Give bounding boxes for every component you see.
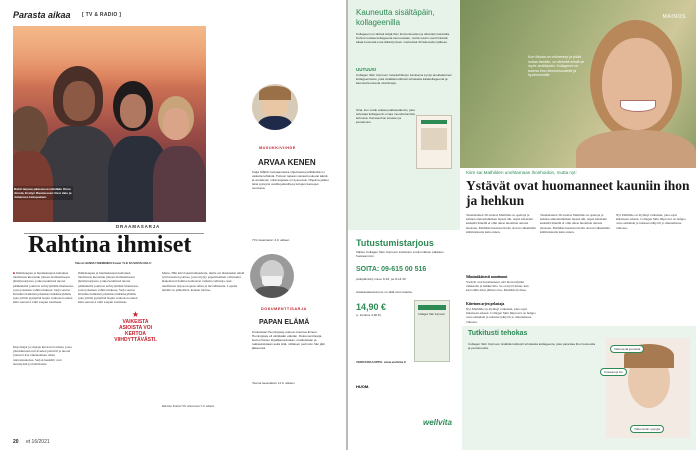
- drama-label: DRAAMASARJA: [116, 224, 161, 229]
- info-box-title: Kauneutta sisältäpäin, kollageenilla: [356, 8, 435, 27]
- info-box-text2: Sinä, kun voide auttaa pakkaselämän, joka tehostaa kollageenin omaa muodostumista kehossa. Kasvaa ihon kosteus ja joustavuus.: [356, 108, 415, 124]
- news-label: UUTUUS!: [356, 67, 377, 72]
- brand-logo: wellvita: [423, 418, 452, 427]
- ad-body-1: Tanskalainen 39-vuotias Mathilde on opettaja ja kahden alakouluikäisen lapsen äiti. Arjen kiireiden keskellä hänellä ei ollut aikaa huolehtia omasta ihostaan. Mathilde huomasi iholla olevan vähemmän kimmoisuutta kuin ennen.: [466, 213, 536, 234]
- woman-photo: [460, 0, 696, 168]
- ad-body-2: Ystävät ovat huomanneet, että ihoni näyttää raikkaalta ja hehkuvalta. Se on hyvä tunne, kun kasvoihin tulee jälleen eloa, Mathilde iloitsee.: [466, 280, 529, 293]
- news-text: Collagen Skin Improver tuotekehittelyn tuloksena syntyi ainutlaatuinen kollageenituote, joka sisältää tutkitusti tehokasta kalakollageenia ja kauneutta tukevia vitamiineja.: [356, 73, 452, 85]
- offer-text: Valitse Collagen Skin Improver kokeiluun ensimmäinen pakkaus huokeammin.: [356, 250, 444, 258]
- price-note: (+ toimitus 4,90 €): [356, 313, 381, 317]
- magazine-issue: et 16/2021: [26, 439, 50, 445]
- service-hours: (arkipäivisin) ma-to 8-16, pe 8-14.30: [356, 277, 406, 281]
- ad-kicker: Kiire sai Mathilden unohtamaan ihonhoidon, mutta nyt:: [466, 170, 577, 175]
- info-box-text: Kollageeni on tärkeä tekijä ihon kimmoisuuden ja ulkonäön kannalta. Kehosi tuottaa kollageenia luonnostaan, mutta suurin osa ihmisistä alkaa huomata eroa ikääntymisen merkeissä 30 ikävuoden jälkeen.: [356, 32, 450, 44]
- research-title: Tutkitusti tehokas: [468, 330, 528, 337]
- ad-tag: MAINOS: [662, 14, 686, 20]
- ad-body-col3: Nyt Mathilde on löytänyt ratkaisun, joka sopii kiireiseen arkeen. Collagen Skin Improver on helppo ottaa aamuisin ja tulokset näkyvät jo muutamassa viikossa.: [616, 213, 686, 230]
- doc-title: PAPAN ELÄMÄ: [259, 319, 310, 326]
- article-title: Rahtina ihmiset: [28, 232, 192, 258]
- ad-body-3: Nyt Mathilde on löytänyt ratkaisun, joka sopii kiireiseen arkeen. Collagen Skin Improver on helppo ottaa aamuisin ja tulokset näkyvät jo muutamassa viikossa.: [466, 307, 536, 323]
- order-info: Asiakaspalvelumme on tällä sivun kautta.: [356, 290, 413, 294]
- pull-quote-text: VAIKEISTA ASIOISTA VOI KERTOA VIIHDYTTÄVÄSTI.: [114, 319, 157, 343]
- product-box-image: [416, 115, 452, 169]
- price: 14,90 €: [356, 302, 387, 312]
- star-icon: ★: [131, 310, 140, 319]
- research-text: Collagen Skin Improver sisältää tutkitusti tehokasta kollageenia, joka parantaa ihon kosteutta ja joustavuutta.: [468, 342, 596, 350]
- guests-title: ARVAA KENEN: [258, 158, 316, 167]
- left-page: [0, 0, 346, 450]
- order-phone[interactable]: SOITA: 09-615 00 516: [356, 266, 427, 273]
- product-box-image-2: [414, 300, 450, 362]
- offer-title: Tutustumistarjous: [356, 238, 434, 248]
- doc-label: DOKUMENTTISARJA: [261, 307, 307, 311]
- article-column-1: ■ Ihmiskaupan ja huumekaupan kaltainen rikollisuus kietoutuu yhteen dramaattisessa jännityssarjassa, jonka keskiössä nuoret päähenkilöt joutuvat selviytymään tilanteessa, jossa jokainen valinta maksaa. Sarja seuraa Kristiina Kiikalan johtamaa tutkintaryhmää, joka yrittää pysäyttää laajan verkoston ennen kuin seuraava rahti saapuu satamaan.: [13, 271, 74, 305]
- guests-airing: TV1 lauantaisin 4.9. alkaen.: [252, 238, 291, 242]
- ad-subheading-2: Kiireinen arjen pelastaja: [466, 302, 505, 306]
- section-category: [ TV & RADIO ]: [82, 12, 122, 18]
- doc-airing: Teema lauantaisin 11.9. alkaen.: [252, 381, 296, 385]
- article-column-3: Maria, Hän kävi lapsettomuudesta, mutta sai tilaisuuden tehdä työtä nuorten parissa, jossa löytyy paperittomien vahvuudet. Rakentavat hahmot kohtaavat vaikeita valintoja, kun rikollisuus tarjoaa nopeaa rahaa ja turvallisuutta. Lopulta heidän on päätettävä, keneen luottaa.: [162, 271, 245, 292]
- face-diagram: [606, 338, 690, 438]
- pull-quote: [113, 310, 158, 343]
- web-shop-link[interactable]: VERKKOKAUPPA: www.wellvita.fi: [356, 360, 406, 364]
- article-col1-text: Ihmiskaupan ja huumekaupan kaltainen rikollisuus kietoutuu yhteen dramaattisessa jännityssarjassa, jonka keskiössä nuoret päähenkilöt joutuvat selviytymään tilanteessa, jossa jokainen valinta maksaa. Sarja seuraa Kristiina Kiikalan johtamaa tutkintaryhmää, joka yrittää pysäyttää laajan verkoston ennen kuin seuraava rahti saapuu satamaan.: [13, 271, 74, 305]
- article-column-1b: Kirjoittajat ja ohjaaja kuvaavat tarinaa, jossa yhteiskunnan turvaverkot pettävät ja nuoret joutuvat itse rakentamaan oman tulevaisuutensa. Sarjan henkilöt ovat monisyisiä ja ristiriitaisia.: [13, 345, 72, 366]
- host-photo: [252, 84, 298, 130]
- photo-caption: Kun ikkuna on ohimennyt ja pitää hoitaa itseään, on tärkeää tehdä se myös sisältäpäin. Kollageeni on tukena ihon kimmoisuudelle ja hyvinvoinnille.: [528, 55, 585, 78]
- hemingway-photo: [250, 254, 294, 298]
- ad-subheading-1: Silmänäköisesti muuttunut: [466, 275, 508, 279]
- note-label: HUOM.: [356, 384, 370, 389]
- doc-text: Kuuluisaan Hemingway-sukuun kuuluva Ernest Hemingway eli värikkään elämän. Dokumenttisarja kertoo hänen kirjailijanurastaan, matkoistaan ja rakkauksistaan sekä siitä, millaisen perinnön hän jätti jälkeensä.: [252, 330, 325, 350]
- page-number: 20: [13, 439, 19, 445]
- article-credits: Teksti HANNU NIEMINEN Kuvat YLE KUVAPALVELU: [75, 261, 152, 265]
- ad-headline: Ystävät ovat huomanneet kauniin ihon ja hehkun: [466, 178, 690, 208]
- music-label: MUSIIKKIVIIHDE: [259, 146, 296, 150]
- ad-body-col2: Tanskalainen 39-vuotias Mathilde on opettaja ja kahden alakouluikäisen lapsen äiti. Arjen kiireiden keskellä hänellä ei ollut aikaa huolehtia omasta ihostaan. Mathilde huomasi iholla olevan vähemmän kimmoisuutta kuin ennen.: [540, 213, 610, 234]
- benefit-bubble-3: Vähemmän ryppyjä: [630, 425, 664, 433]
- article-column-2: Ihmiskaupan ja huumekaupan kaltainen rikollisuus kietoutuu yhteen dramaattisessa jännityssarjassa, jonka keskiössä nuoret päähenkilöt joutuvat selviytymään tilanteessa, jossa jokainen valinta maksaa. Sarja seuraa Kristiina Kiikalan johtamaa tutkintaryhmää, joka yrittää pysäyttää laajan verkoston ennen kuin seuraava rahti saapuu satamaan.: [78, 271, 139, 305]
- benefit-bubble-1: Väheneviä juonteita: [610, 345, 644, 353]
- right-page: [348, 0, 696, 450]
- poster-caption: Rahti tarjoaa pääosissa nähdään Onne Ainola, Evelyn Rasmussen Ossi Jalo ja Johannes Holopainen.: [14, 187, 72, 199]
- product-name: Collagen Skin Improver: [418, 313, 445, 316]
- airing-info: Rahtina ihmiset Yle Areenassa 5.9. alkaen.: [162, 404, 215, 408]
- benefit-bubble-2: Kosteampi iho: [600, 368, 627, 376]
- guests-text: Katja Ståhlin luotsaamassa ohjelmassa julkkiksilla on vaikeita tehtäviä. Tuttuun tapaan vieraat kuulevat ääniä ja arvailevat, mikä kappale on kyseessä. Ohjelma jatkuu tänä syksynä uusilla jaksoilla ja tuttujen kasvojen seurassa.: [252, 170, 329, 190]
- section-title: Parasta aikaa: [13, 10, 71, 20]
